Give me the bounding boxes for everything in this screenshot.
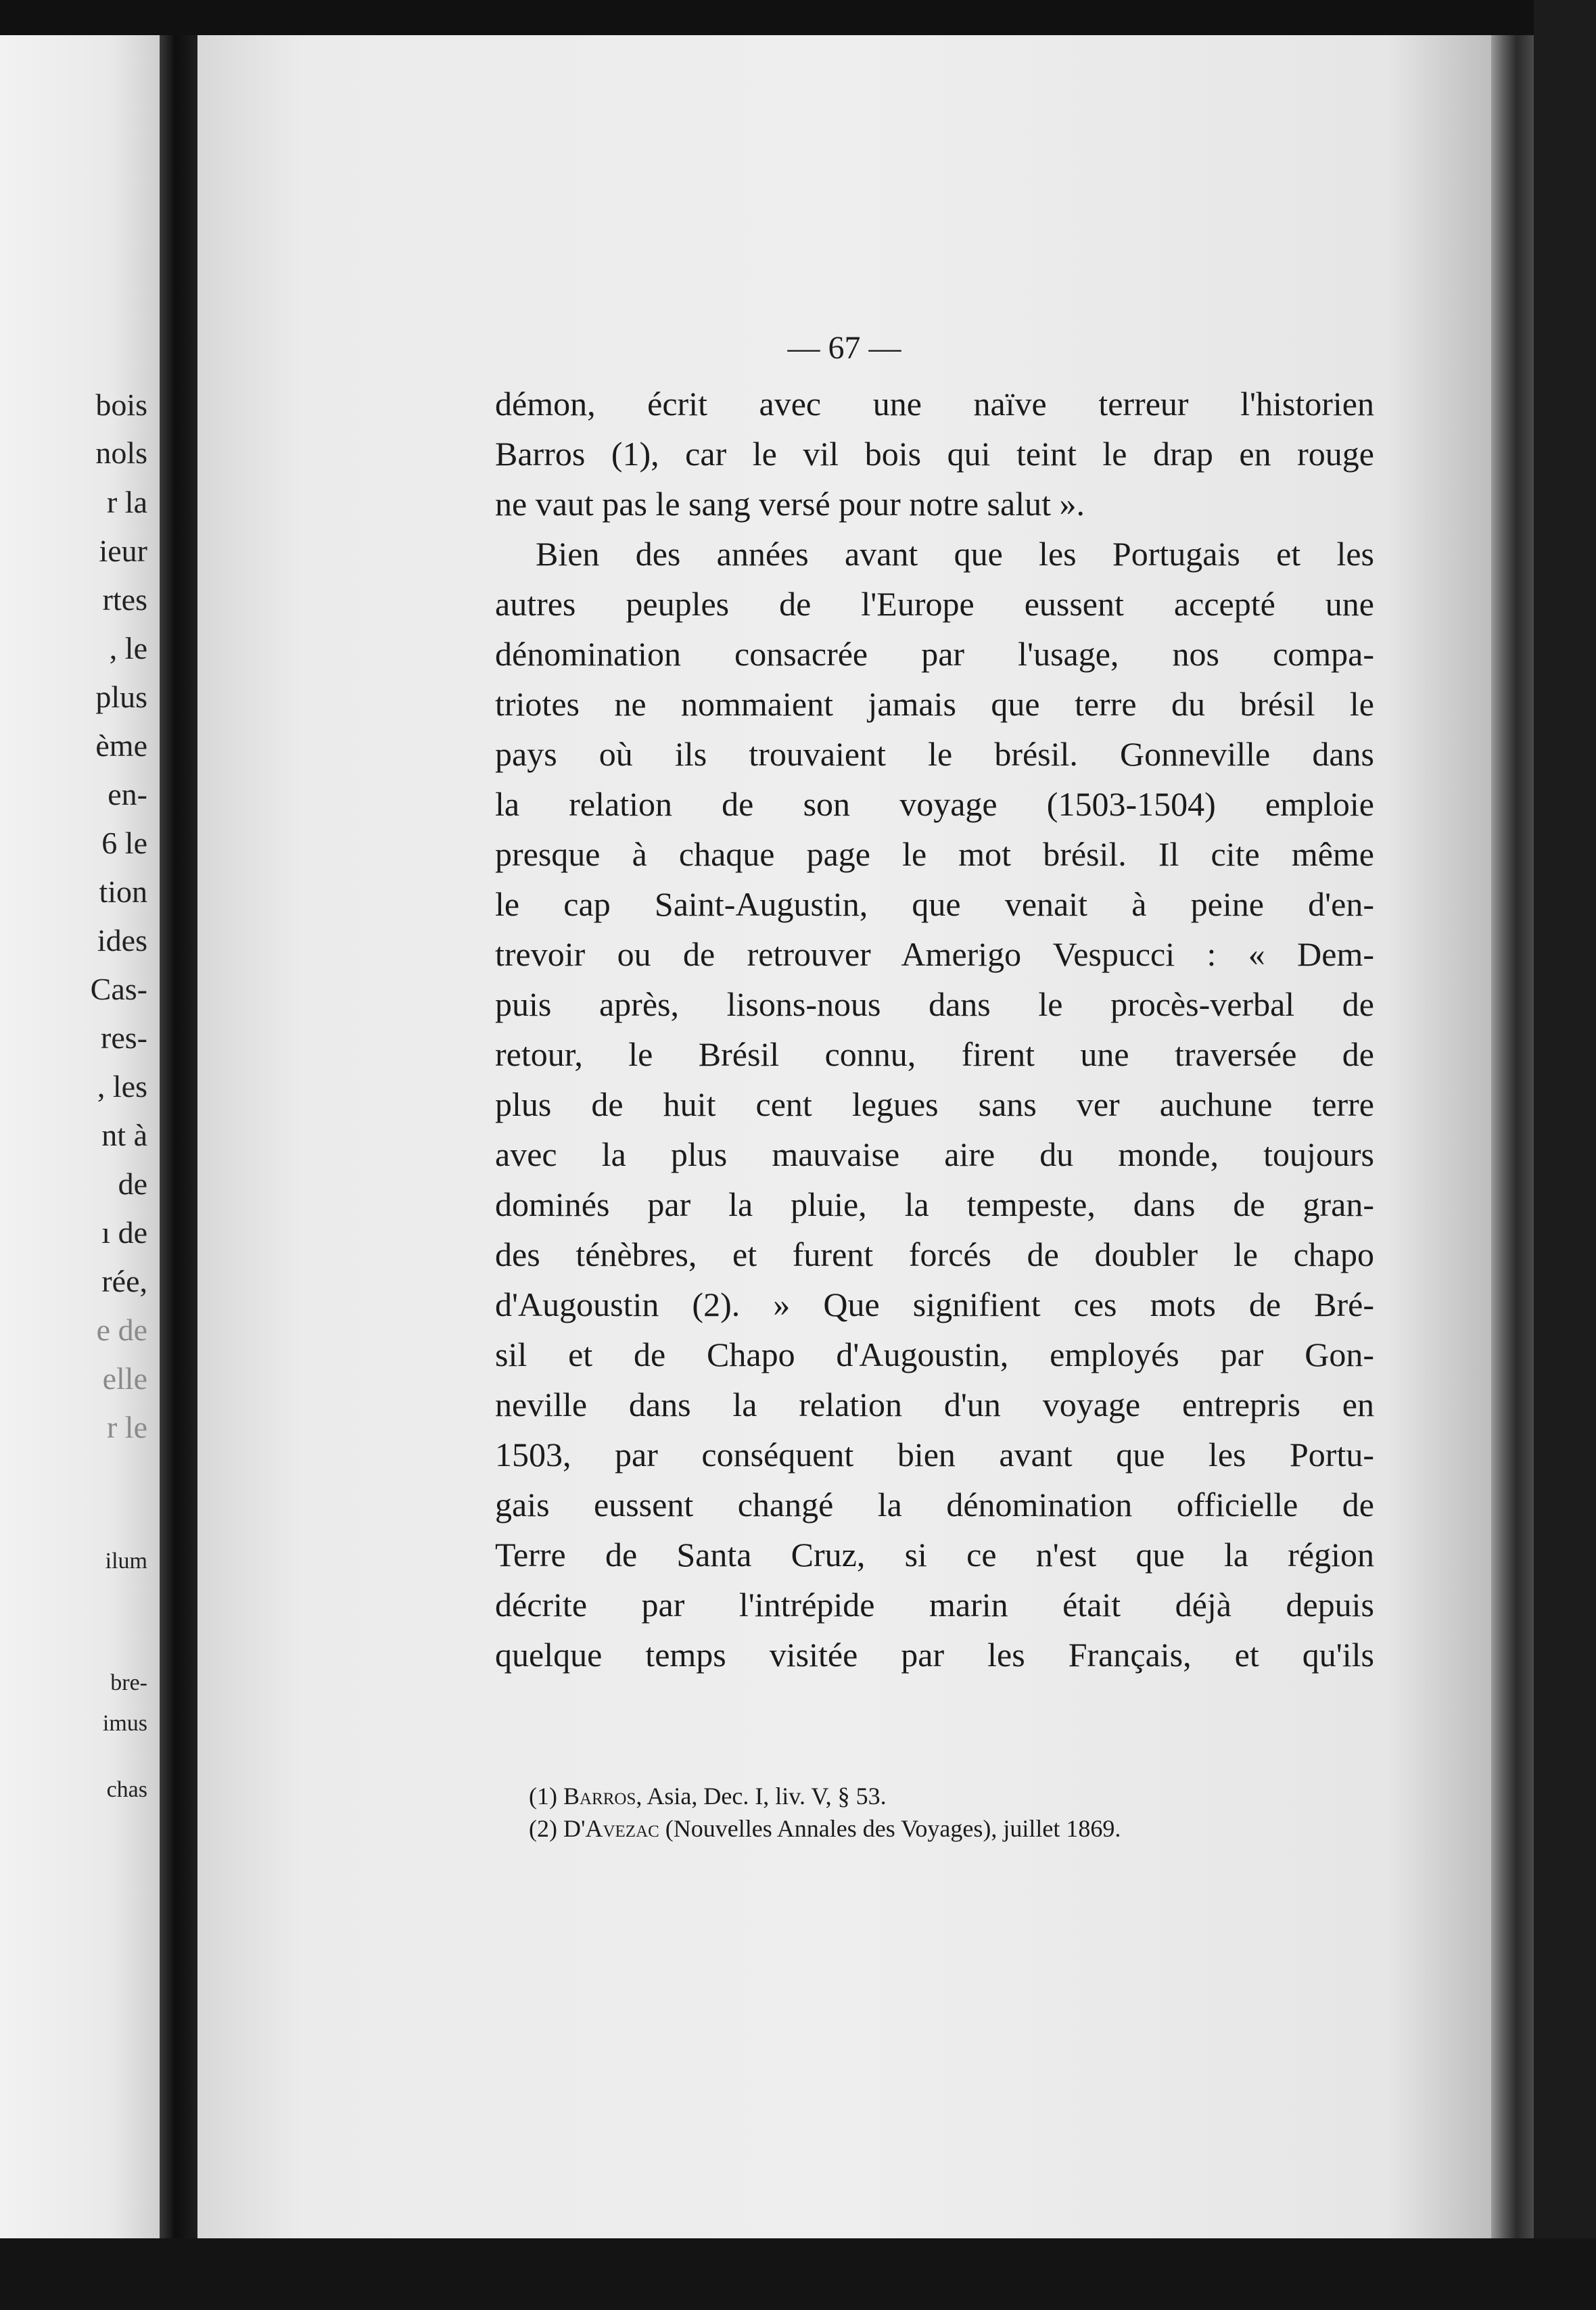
text-line: puis après, lisons-nous dans le procès-verbal de xyxy=(495,985,1374,1023)
text-line: démon, écrit avec une naïve terreur l'historien xyxy=(495,385,1374,423)
previous-page-line: rée, xyxy=(101,1264,147,1298)
text-line: autres peuples de l'Europe eussent accepté une xyxy=(495,585,1374,623)
book-gutter xyxy=(160,35,197,2238)
footnote-1-text: Asia, Dec. I, liv. V, § 53. xyxy=(647,1783,887,1810)
text-line: Terre de Santa Cruz, si ce n'est que la région xyxy=(495,1536,1374,1574)
film-bottom-border xyxy=(0,2238,1596,2310)
footnotes xyxy=(529,1780,1381,1845)
film-right-border xyxy=(1534,0,1596,2310)
text-line: neville dans la relation d'un voyage entrepris en xyxy=(495,1386,1374,1423)
footnote-1 xyxy=(529,1780,1381,1812)
footnote-2-author: D'Avezac xyxy=(563,1815,659,1842)
text-line: ne vaut pas le sang versé pour notre salut ». xyxy=(495,485,1085,523)
previous-page-line: ème xyxy=(95,728,147,763)
text-line: retour, le Brésil connu, firent une traversée de xyxy=(495,1035,1374,1073)
previous-page-line: , les xyxy=(97,1069,147,1104)
footnote-2-mark: (2) xyxy=(529,1815,557,1842)
text-line: la relation de son voyage (1503-1504) emploie xyxy=(495,785,1374,823)
previous-page-line: 6 le xyxy=(101,826,147,860)
previous-page-line: bois xyxy=(95,387,147,422)
text-line: gais eussent changé la dénomination officielle de xyxy=(495,1486,1374,1524)
previous-page-line: rtes xyxy=(102,582,147,617)
previous-page-line: Cas- xyxy=(90,972,147,1006)
page-body-text xyxy=(495,379,1374,1680)
book-page xyxy=(197,35,1491,2238)
previous-page-line: de xyxy=(118,1166,147,1201)
previous-page-line: en- xyxy=(108,777,147,811)
text-line: dominés par la pluie, la tempeste, dans de gran- xyxy=(495,1185,1374,1223)
previous-page-line: ieur xyxy=(99,534,147,568)
previous-page-line: nols xyxy=(95,435,147,470)
text-line: Barros (1), car le vil bois qui teint le drap en rouge xyxy=(495,435,1374,473)
text-line: dénomination consacrée par l'usage, nos compa- xyxy=(495,635,1374,673)
footnote-2 xyxy=(529,1812,1381,1845)
footnote-1-author: Barros, xyxy=(563,1783,642,1810)
previous-page-line: tion xyxy=(99,874,147,909)
text-line: quelque temps visitée par les Français, et qu'ils xyxy=(495,1636,1374,1674)
footnote-2-text: (Nouvelles Annales des Voyages), juillet 1869. xyxy=(665,1815,1121,1842)
previous-page-line: e de xyxy=(96,1313,147,1347)
text-line: Bien des années avant que les Portugais et les xyxy=(536,535,1374,573)
previous-page-line: bre- xyxy=(110,1670,147,1695)
previous-page-line: plus xyxy=(95,680,147,714)
previous-page-line: chas xyxy=(106,1777,147,1802)
footnote-1-mark: (1) xyxy=(529,1783,557,1810)
previous-page-line: elle xyxy=(102,1361,147,1396)
previous-page-line: res- xyxy=(101,1020,147,1055)
text-line: avec la plus mauvaise aire du monde, toujours xyxy=(495,1135,1374,1173)
previous-page-line: , le xyxy=(109,631,147,665)
text-line: décrite par l'intrépide marin était déjà depuis xyxy=(495,1586,1374,1624)
text-line: des ténèbres, et furent forcés de doubler le chapo xyxy=(495,1235,1374,1273)
text-line: presque à chaque page le mot brésil. Il cite même xyxy=(495,835,1374,873)
text-line: pays où ils trouvaient le brésil. Gonneville dans xyxy=(495,735,1374,773)
text-line: trevoir ou de retrouver Amerigo Vespucci : « Dem- xyxy=(495,935,1374,973)
previous-page-fragment xyxy=(0,35,160,2238)
previous-page-line: r le xyxy=(106,1410,147,1444)
previous-page-line: ides xyxy=(97,923,147,958)
text-line: triotes ne nommaient jamais que terre du brésil le xyxy=(495,685,1374,723)
page-edge-stack xyxy=(1491,35,1534,2238)
text-line: d'Augoustin (2). » Que signifient ces mots de Bré- xyxy=(495,1286,1374,1323)
text-line: 1503, par conséquent bien avant que les Portu- xyxy=(495,1436,1374,1474)
text-line: sil et de Chapo d'Augoustin, employés par Gon- xyxy=(495,1336,1374,1373)
page-number: — 67 — xyxy=(787,330,901,366)
previous-page-line: nt à xyxy=(101,1118,147,1152)
previous-page-line: ı de xyxy=(101,1215,147,1250)
previous-page-line: imus xyxy=(102,1711,147,1736)
previous-page-line: r la xyxy=(106,485,147,519)
previous-page-line: ilum xyxy=(105,1549,147,1574)
film-top-border xyxy=(0,0,1596,35)
text-line: le cap Saint-Augustin, que venait à peine d'en- xyxy=(495,885,1374,923)
text-line: plus de huit cent legues sans ver auchune terre xyxy=(495,1085,1374,1123)
